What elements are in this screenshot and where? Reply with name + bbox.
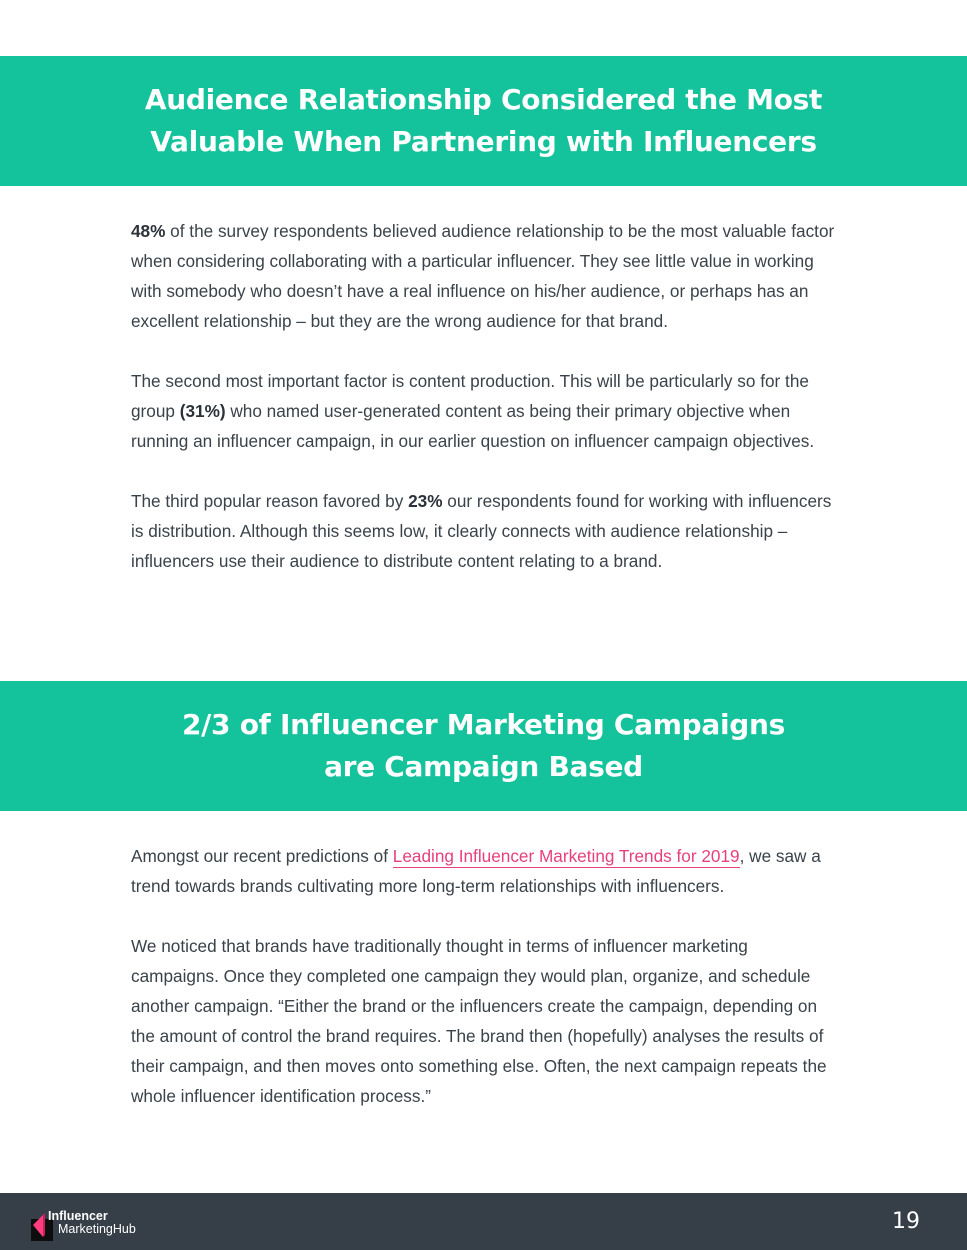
paragraph-text: of the survey respondents believed audience relationship to be the most valuable factor when considering collaborating with a particular influencer. They see little value in working with somebody who doesn’t have a real influence on his/her audience, or perhaps has an excellent relationship – but they are the wrong audience for that brand. xyxy=(131,221,835,331)
page-footer xyxy=(0,1193,967,1250)
logo-text-line2: MarketingHub xyxy=(58,1222,136,1236)
section-campaign-based-body xyxy=(131,841,836,1111)
paragraph-text: The second most important factor is content production. This will be particularly so for the group xyxy=(131,371,809,421)
paragraph xyxy=(131,486,836,576)
paragraph-text: The third popular reason favored by xyxy=(131,491,409,511)
paragraph xyxy=(131,216,836,336)
section-title-line1: Audience Relationship Considered the Most xyxy=(144,83,823,116)
influencer-marketing-hub-logo xyxy=(31,1209,191,1241)
paragraph: We noticed that brands have traditionally thought in terms of influencer marketing campaigns. Once they completed one campaign they would plan, organize, and schedule another campaign. “Either the brand or the influencers create the campaign, depending on the amount of control the brand requires. The brand then (hopefully) analyses the results of their campaign, and then moves onto something else. Often, the next campaign repeats the whole influencer identification process.” xyxy=(131,936,827,1106)
section-title-line1: 2/3 of Influencer Marketing Campaigns xyxy=(181,708,786,741)
paragraph-text: who named user-generated content as being their primary objective when running an influencer campaign, in our earlier question on influencer campaign objectives. xyxy=(131,401,815,451)
paragraph xyxy=(131,841,836,901)
stat-highlight: 48% xyxy=(131,221,166,241)
section-audience-relationship-body xyxy=(131,216,836,576)
logo-text-line1: Influencer xyxy=(48,1209,108,1223)
stat-highlight: 23% xyxy=(408,491,443,511)
section-title xyxy=(182,704,785,788)
stat-highlight: (31%) xyxy=(179,401,226,421)
trends-2019-link[interactable]: Leading Influencer Marketing Trends for 2019 xyxy=(392,846,740,866)
paragraph xyxy=(131,366,836,456)
section-title-line2: Valuable When Partnering with Influencers xyxy=(150,125,817,158)
section-title xyxy=(145,79,822,163)
section-header-audience-relationship xyxy=(0,56,967,186)
paragraph-text: Amongst our recent predictions of xyxy=(131,846,393,866)
paragraph-text: our respondents found for working with influencers is distribution. Although this seems low, it clearly connects with audience relationship – influencers use their audience to distribute content relating to a brand. xyxy=(131,491,832,571)
page-number: 19 xyxy=(892,1209,920,1234)
section-header-campaign-based xyxy=(0,681,967,811)
paragraph-text: , we saw a trend towards brands cultivating more long-term relationships with influencers. xyxy=(131,846,821,896)
section-title-line2: are Campaign Based xyxy=(324,750,643,783)
